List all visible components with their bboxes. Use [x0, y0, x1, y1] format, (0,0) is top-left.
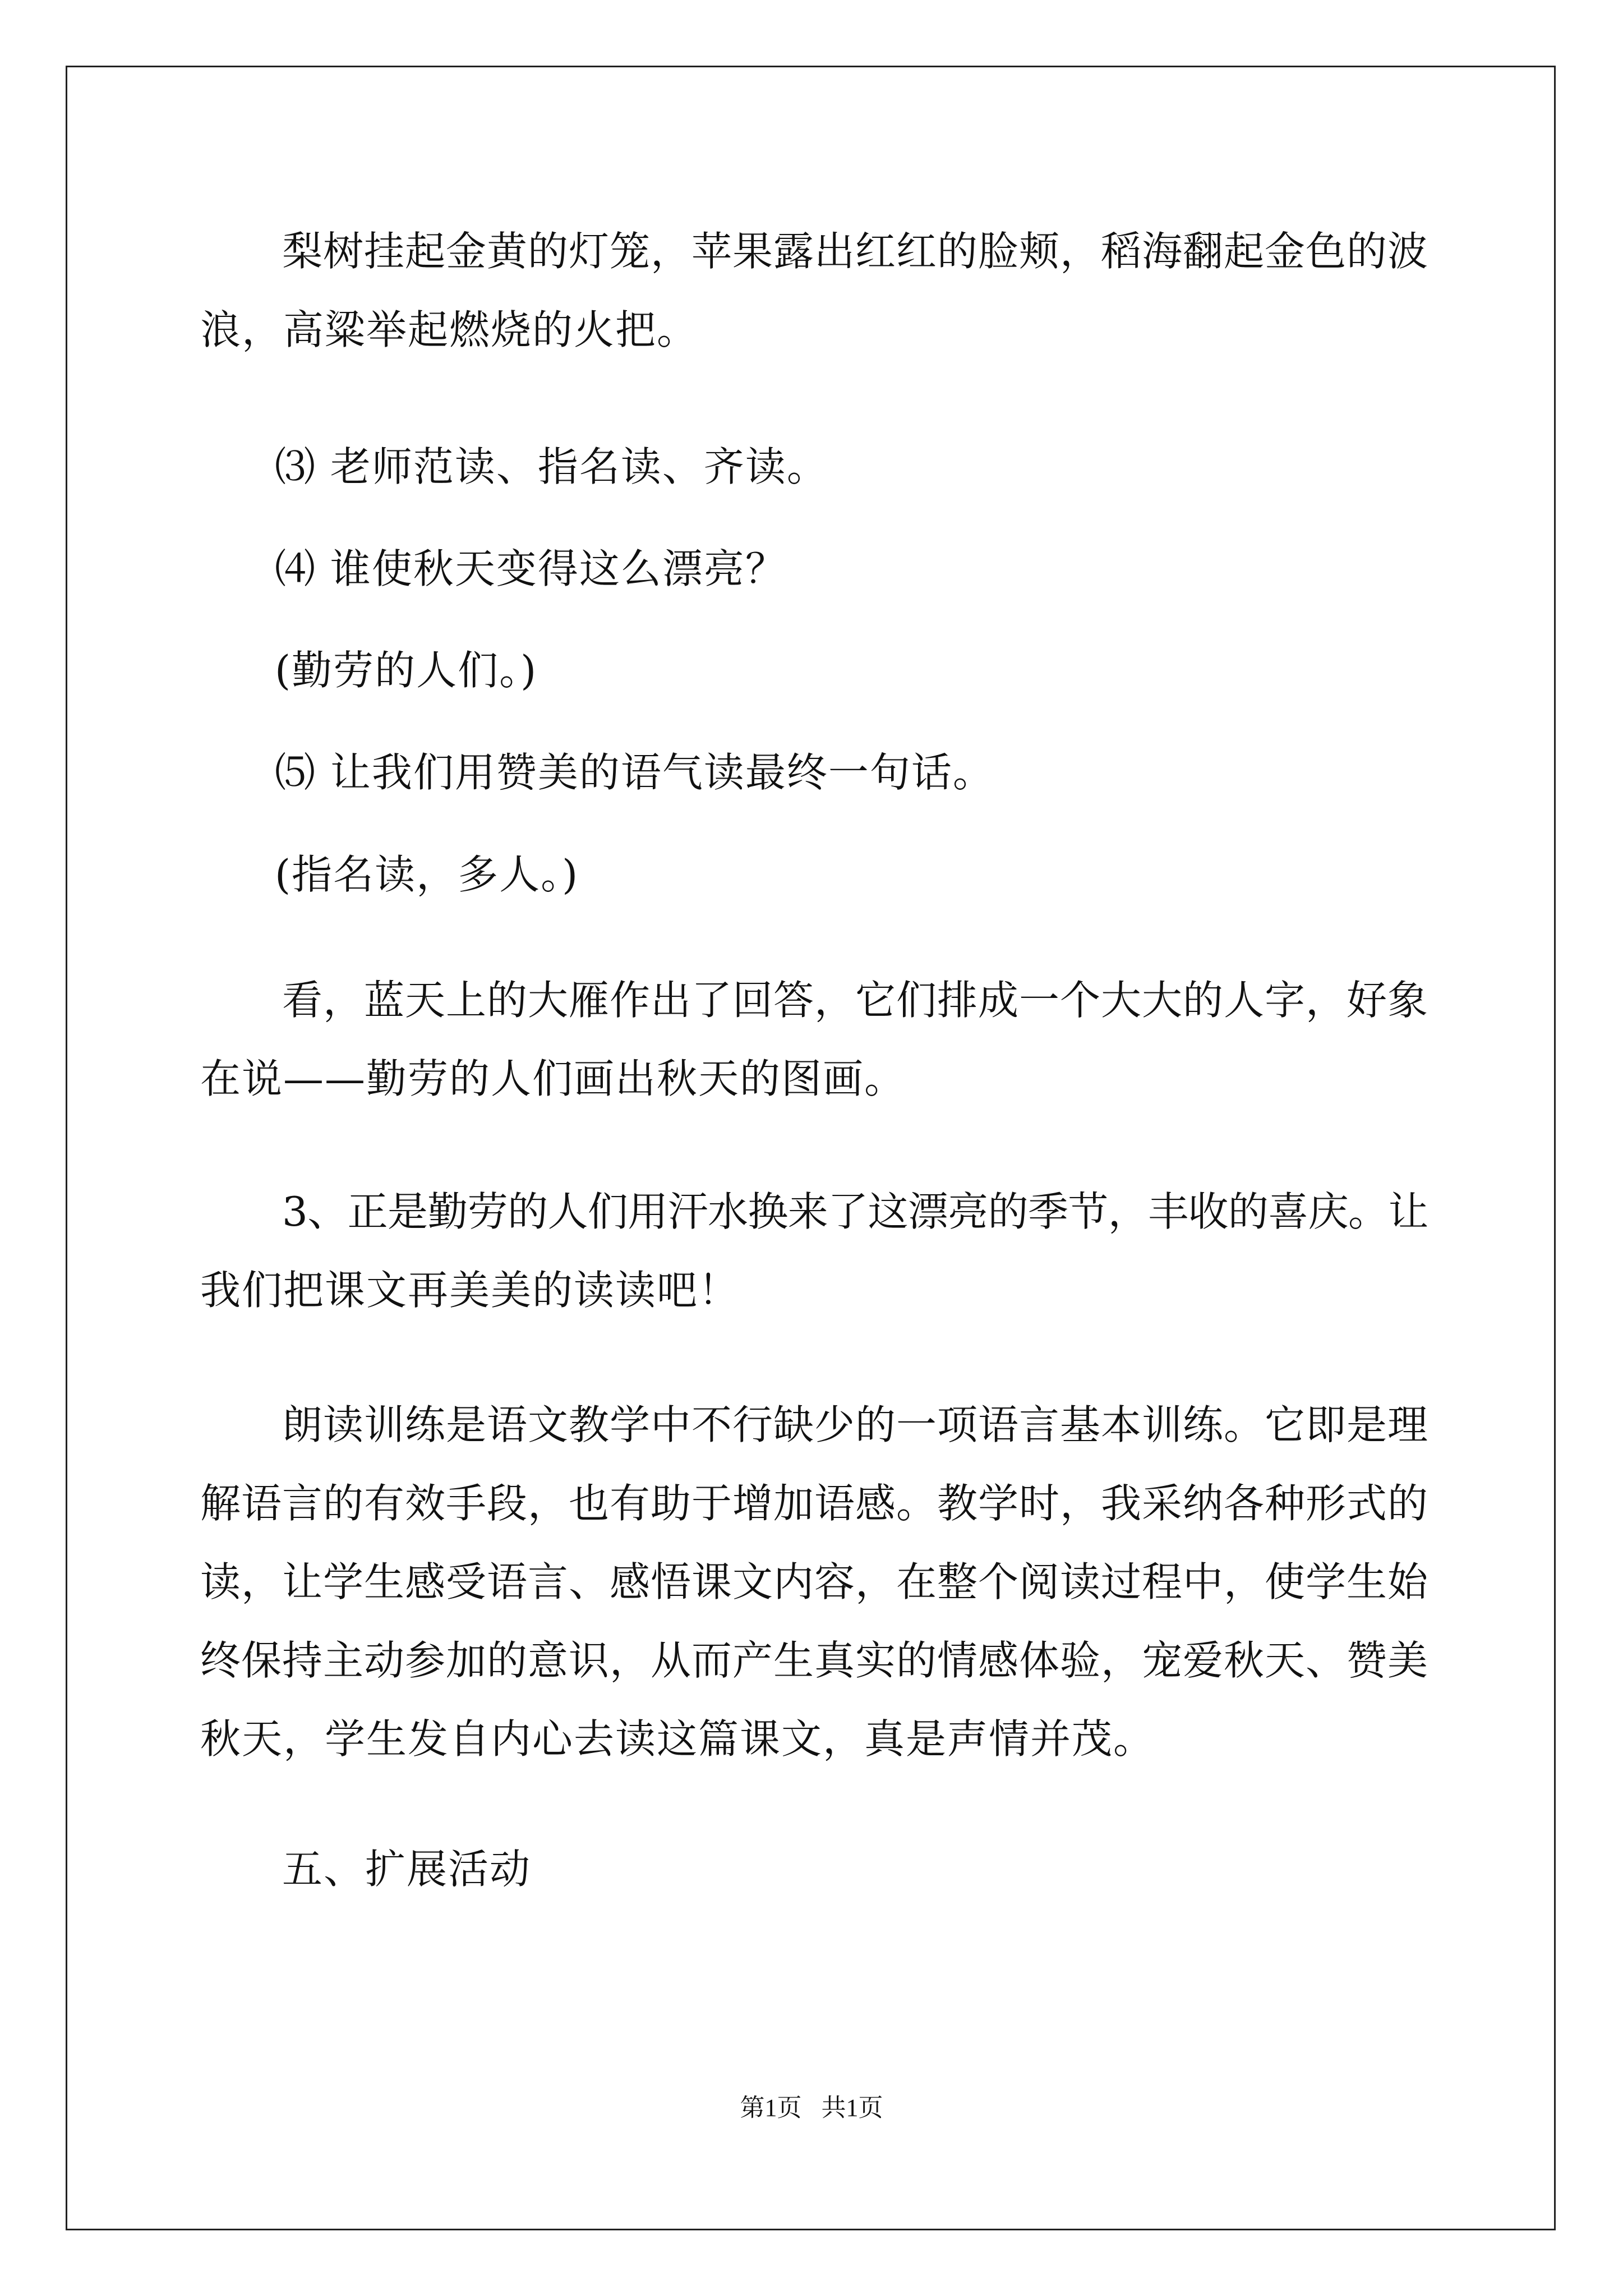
paragraph-line: 浪，高粱举起燃烧的火把。 — [200, 306, 699, 353]
paragraph-line: 读，让学生感受语言、感悟课文内容，在整个阅读过程中，使学生始 — [200, 1558, 1429, 1605]
paragraph-line: 在说——勤劳的人们画出秋天的图画。 — [200, 1055, 906, 1102]
paragraph-line: 解语言的有效手段，也有助于增加语感。教学时，我采纳各种形式的 — [200, 1480, 1429, 1527]
paragraph-line: ⑸ 让我们用赞美的语气读最终一句话。 — [275, 749, 994, 796]
paragraph-line: 朗读训练是语文教学中不行缺少的一项语言基本训练。它即是理 — [282, 1401, 1429, 1448]
paragraph-line: (指名读，多人。) — [275, 851, 579, 898]
page-number: 第1页 — [740, 2094, 802, 2122]
paragraph-line: 终保持主动参加的意识，从而产生真实的情感体验，宠爱秋天、赞美 — [200, 1637, 1429, 1684]
paragraph-line: ⑶ 老师范读、指名读、齐读。 — [275, 443, 828, 490]
paragraph-line: 3、正是勤劳的人们用汗水换来了这漂亮的季节，丰收的喜庆。让 — [282, 1188, 1428, 1235]
paragraph-line: 看，蓝天上的大雁作出了回答，它们排成一个大大的人字，好象 — [282, 977, 1429, 1024]
paragraph-line: 梨树挂起金黄的灯笼，苹果露出红红的脸颊，稻海翻起金色的波 — [282, 228, 1429, 275]
page-border — [66, 66, 1556, 2230]
page-total: 共1页 — [821, 2094, 883, 2122]
page-footer — [0, 2091, 1623, 2125]
paragraph-line: ⑷ 谁使秋天变得这么漂亮？ — [275, 545, 787, 592]
paragraph-line: 我们把课文再美美的读读吧！ — [200, 1267, 740, 1314]
section-heading: 五、扩展活动 — [282, 1846, 532, 1893]
paragraph-line: 秋天，学生发自内心去读这篇课文，真是声情并茂。 — [200, 1715, 1155, 1763]
paragraph-line: (勤劳的人们。) — [275, 647, 538, 694]
